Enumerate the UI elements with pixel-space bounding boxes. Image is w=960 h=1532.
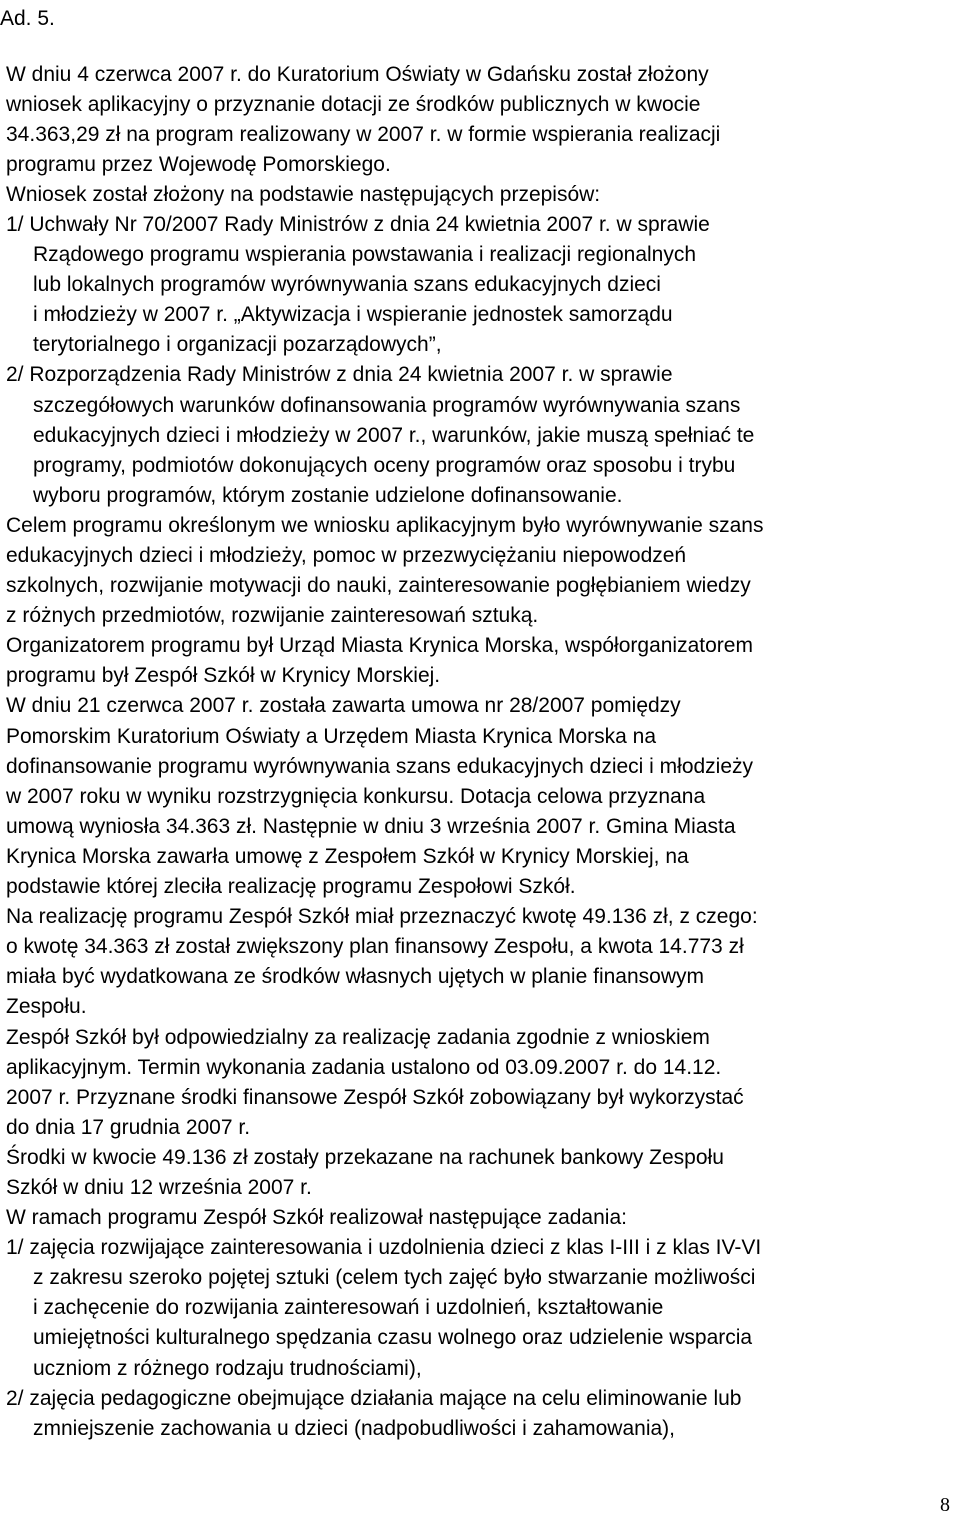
- text-line: z różnych przedmiotów, rozwijanie zainteresowań sztuką.: [6, 604, 539, 628]
- text-line: Organizatorem programu był Urząd Miasta Krynica Morska, współorganizatorem: [6, 634, 753, 658]
- text-line: Wniosek został złożony na podstawie następujących przepisów:: [6, 182, 601, 206]
- text-line: szczegółowych warunków dofinansowania programów wyrównywania szans: [33, 393, 741, 417]
- text-line: 2/ Rozporządzenia Rady Ministrów z dnia 24 kwietnia 2007 r. w sprawie: [6, 363, 673, 387]
- text-line: programu przez Wojewodę Pomorskiego.: [6, 152, 391, 176]
- text-line: lub lokalnych programów wyrównywania szans edukacyjnych dzieci: [33, 273, 661, 297]
- page-number: 8: [940, 1494, 950, 1516]
- text-line: do dnia 17 grudnia 2007 r.: [6, 1115, 251, 1139]
- text-line: 34.363,29 zł na program realizowany w 2007 r. w formie wspierania realizacji: [6, 122, 721, 146]
- text-line: programu był Zespół Szkół w Krynicy Morskiej.: [6, 664, 441, 688]
- text-line: o kwotę 34.363 zł został zwiększony plan finansowy Zespołu, a kwota 14.773 zł: [6, 935, 744, 959]
- text-line: wniosek aplikacyjny o przyznanie dotacji ze środków publicznych w kwocie: [6, 92, 701, 116]
- text-line: Zespół Szkół był odpowiedzialny za realizację zadania zgodnie z wnioskiem: [6, 1025, 710, 1049]
- text-line: podstawie której zleciła realizację programu Zespołowi Szkół.: [6, 875, 576, 899]
- text-line: W dniu 4 czerwca 2007 r. do Kuratorium Oświaty w Gdańsku został złożony: [6, 62, 709, 86]
- text-line: edukacyjnych dzieci i młodzieży w 2007 r., warunków, jakie muszą spełniać te: [33, 423, 755, 447]
- text-line: Rządowego programu wspierania powstawania i realizacji regionalnych: [33, 243, 697, 267]
- section-heading: Ad. 5.: [0, 7, 55, 30]
- text-line: w 2007 roku w wyniku rozstrzygnięcia konkursu. Dotacja celowa przyznana: [6, 784, 706, 808]
- text-line: i młodzieży w 2007 r. „Aktywizacja i wspieranie jednostek samorządu: [33, 303, 673, 327]
- text-line: W dniu 21 czerwca 2007 r. została zawarta umowa nr 28/2007 pomiędzy: [6, 694, 681, 718]
- text-line: aplikacyjnym. Termin wykonania zadania ustalono od 03.09.2007 r. do 14.12.: [6, 1055, 722, 1079]
- text-line: 1/ zajęcia rozwijające zainteresowania i uzdolnienia dzieci z klas I-III i z klas IV-VI: [6, 1236, 762, 1260]
- text-line: wyboru programów, którym zostanie udzielone dofinansowanie.: [33, 483, 623, 507]
- text-line: 1/ Uchwały Nr 70/2007 Rady Ministrów z dnia 24 kwietnia 2007 r. w sprawie: [6, 212, 710, 236]
- text-line: terytorialnego i organizacji pozarządowych”,: [33, 333, 442, 357]
- text-line: dofinansowanie programu wyrównywania szans edukacyjnych dzieci i młodzieży: [6, 754, 754, 778]
- body-text: [6, 60, 956, 1444]
- text-line: Na realizację programu Zespół Szkół miał przeznaczyć kwotę 49.136 zł, z czego:: [6, 905, 758, 929]
- text-line: 2/ zajęcia pedagogiczne obejmujące działania mające na celu eliminowanie lub: [6, 1386, 742, 1410]
- text-line: Zespołu.: [6, 995, 87, 1019]
- text-line: Krynica Morska zawarła umowę z Zespołem Szkół w Krynicy Morskiej, na: [6, 844, 689, 868]
- text-line: umową wyniosła 34.363 zł. Następnie w dniu 3 września 2007 r. Gmina Miasta: [6, 814, 736, 838]
- text-line: z zakresu szeroko pojętej sztuki (celem tych zajęć było stwarzanie możliwości: [33, 1266, 756, 1290]
- text-line: zmniejszenie zachowania u dzieci (nadpobudliwości i zahamowania),: [33, 1416, 676, 1440]
- text-line: 2007 r. Przyznane środki finansowe Zespół Szkół zobowiązany był wykorzystać: [6, 1085, 744, 1109]
- text-line: uczniom z różnego rodzaju trudnościami),: [33, 1356, 422, 1380]
- text-line: miała być wydatkowana ze środków własnych ujętych w planie finansowym: [6, 965, 704, 989]
- text-line: szkolnych, rozwijanie motywacji do nauki, zainteresowanie pogłębianiem wiedzy: [6, 574, 751, 598]
- text-line: Pomorskim Kuratorium Oświaty a Urzędem Miasta Krynica Morska na: [6, 724, 657, 748]
- text-line: Celem programu określonym we wniosku aplikacyjnym było wyrównywanie szans: [6, 513, 764, 537]
- text-line: i zachęcenie do rozwijania zainteresowań i uzdolnień, kształtowanie: [33, 1296, 664, 1320]
- text-line: edukacyjnych dzieci i młodzieży, pomoc w przezwyciężaniu niepowodzeń: [6, 544, 687, 567]
- text-line: Szkół w dniu 12 września 2007 r.: [6, 1175, 312, 1199]
- text-line: Środki w kwocie 49.136 zł zostały przekazane na rachunek bankowy Zespołu: [6, 1145, 724, 1169]
- text-line: umiejętności kulturalnego spędzania czasu wolnego oraz udzielenie wsparcia: [33, 1326, 753, 1350]
- text-line: programy, podmiotów dokonujących oceny programów oraz sposobu i trybu: [33, 453, 736, 477]
- text-line: W ramach programu Zespół Szkół realizował następujące zadania:: [6, 1206, 627, 1230]
